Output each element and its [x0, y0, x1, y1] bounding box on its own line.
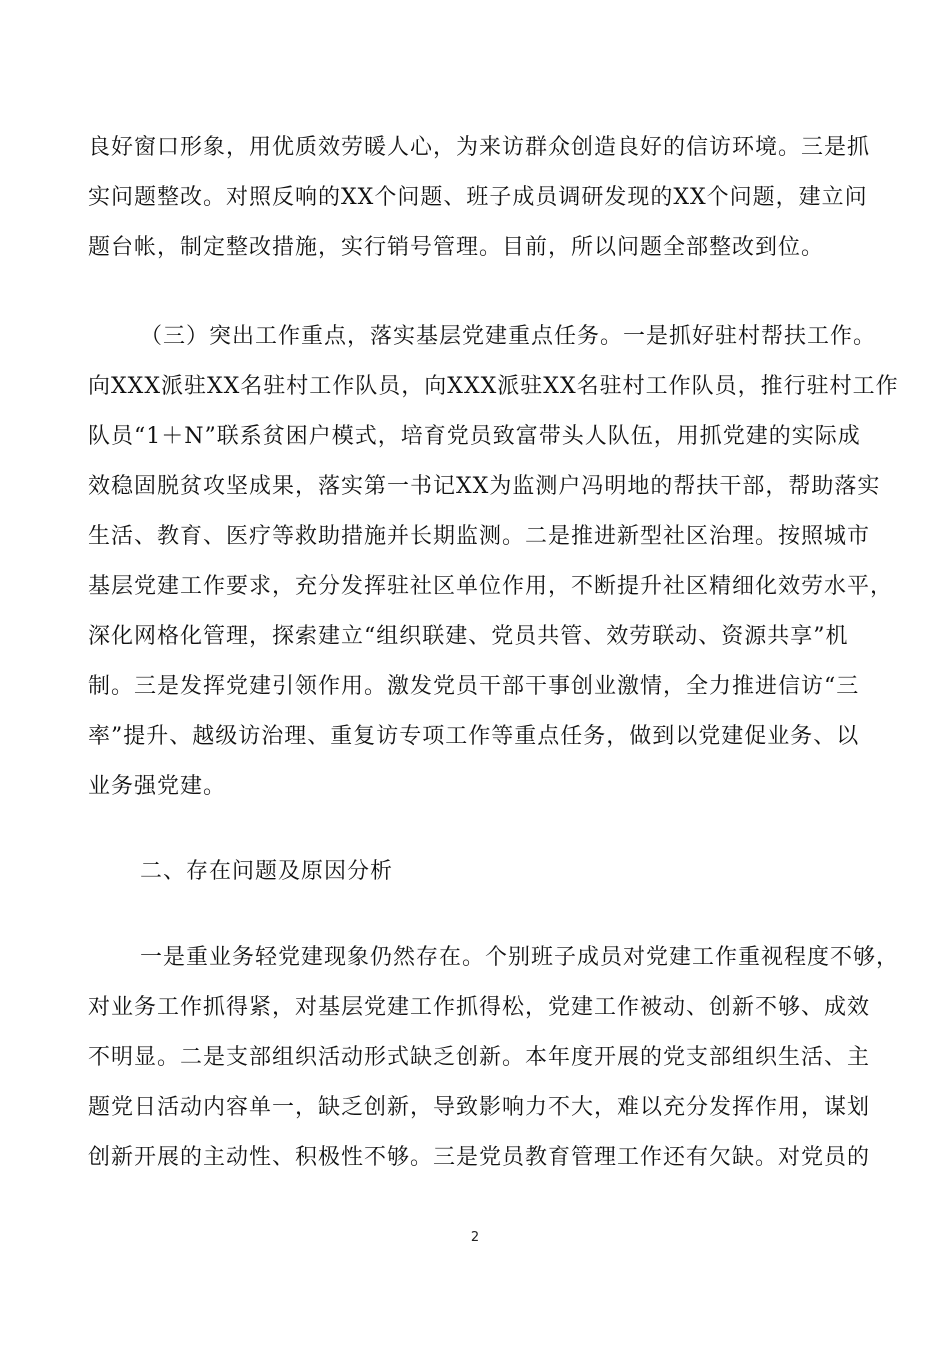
text-line: 队员“1＋N”联系贫困户模式，培育党员致富带头人队伍，用抓党建的实际成 — [88, 424, 861, 449]
text-line: 业务强党建。 — [88, 774, 227, 799]
text-line: 创新开展的主动性、积极性不够。三是党员教育管理工作还有欠缺。对党员的 — [88, 1145, 871, 1170]
section-three-heading-line: （三）突出工作重点，落实基层党建重点任务。一是抓好驻村帮扶工作。 — [140, 324, 877, 349]
text-line: 向XXX派驻XX名驻村工作队员，向XXX派驻XX名驻村工作队员，推行驻村工作 — [88, 374, 899, 399]
text-line: 题台帐，制定整改措施，实行销号管理。目前，所以问题全部整改到位。 — [88, 235, 825, 260]
text-line: 题党日活动内容单一，缺乏创新，导致影响力不大，难以充分发挥作用，谋划 — [88, 1095, 871, 1120]
text-line: 良好窗口形象，用优质效劳暖人心，为来访群众创造良好的信访环境。三是抓 — [88, 135, 871, 160]
text-line: 不明显。二是支部组织活动形式缺乏创新。本年度开展的党支部组织生活、主 — [88, 1045, 871, 1070]
section-heading: 二、存在问题及原因分析 — [140, 859, 394, 884]
text-line: 率”提升、越级访治理、重复访专项工作等重点任务，做到以党建促业务、以 — [88, 724, 860, 749]
page-number: 2 — [470, 1230, 480, 1245]
text-line: 对业务工作抓得紧，对基层党建工作抓得松，党建工作被动、创新不够、成效 — [88, 995, 871, 1020]
text-line: 生活、教育、医疗等救助措施并长期监测。二是推进新型社区治理。按照城市 — [88, 524, 871, 549]
text-line: 深化网格化管理，探索建立“组织联建、党员共管、效劳联动、资源共享”机 — [88, 624, 849, 649]
text-line: 效稳固脱贫攻坚成果，落实第一书记XX为监测户冯明地的帮扶干部，帮助落实 — [88, 474, 881, 499]
text-line: 实问题整改。对照反响的XX个问题、班子成员调研发现的XX个问题，建立问 — [88, 185, 868, 210]
text-line: 制。三是发挥党建引领作用。激发党员干部干事创业激情，全力推进信访“三 — [88, 674, 860, 699]
text-line: 基层党建工作要求，充分发挥驻社区单位作用，不断提升社区精细化效劳水平， — [88, 574, 894, 599]
text-line: 一是重业务轻党建现象仍然存在。个别班子成员对党建工作重视程度不够， — [140, 945, 900, 970]
